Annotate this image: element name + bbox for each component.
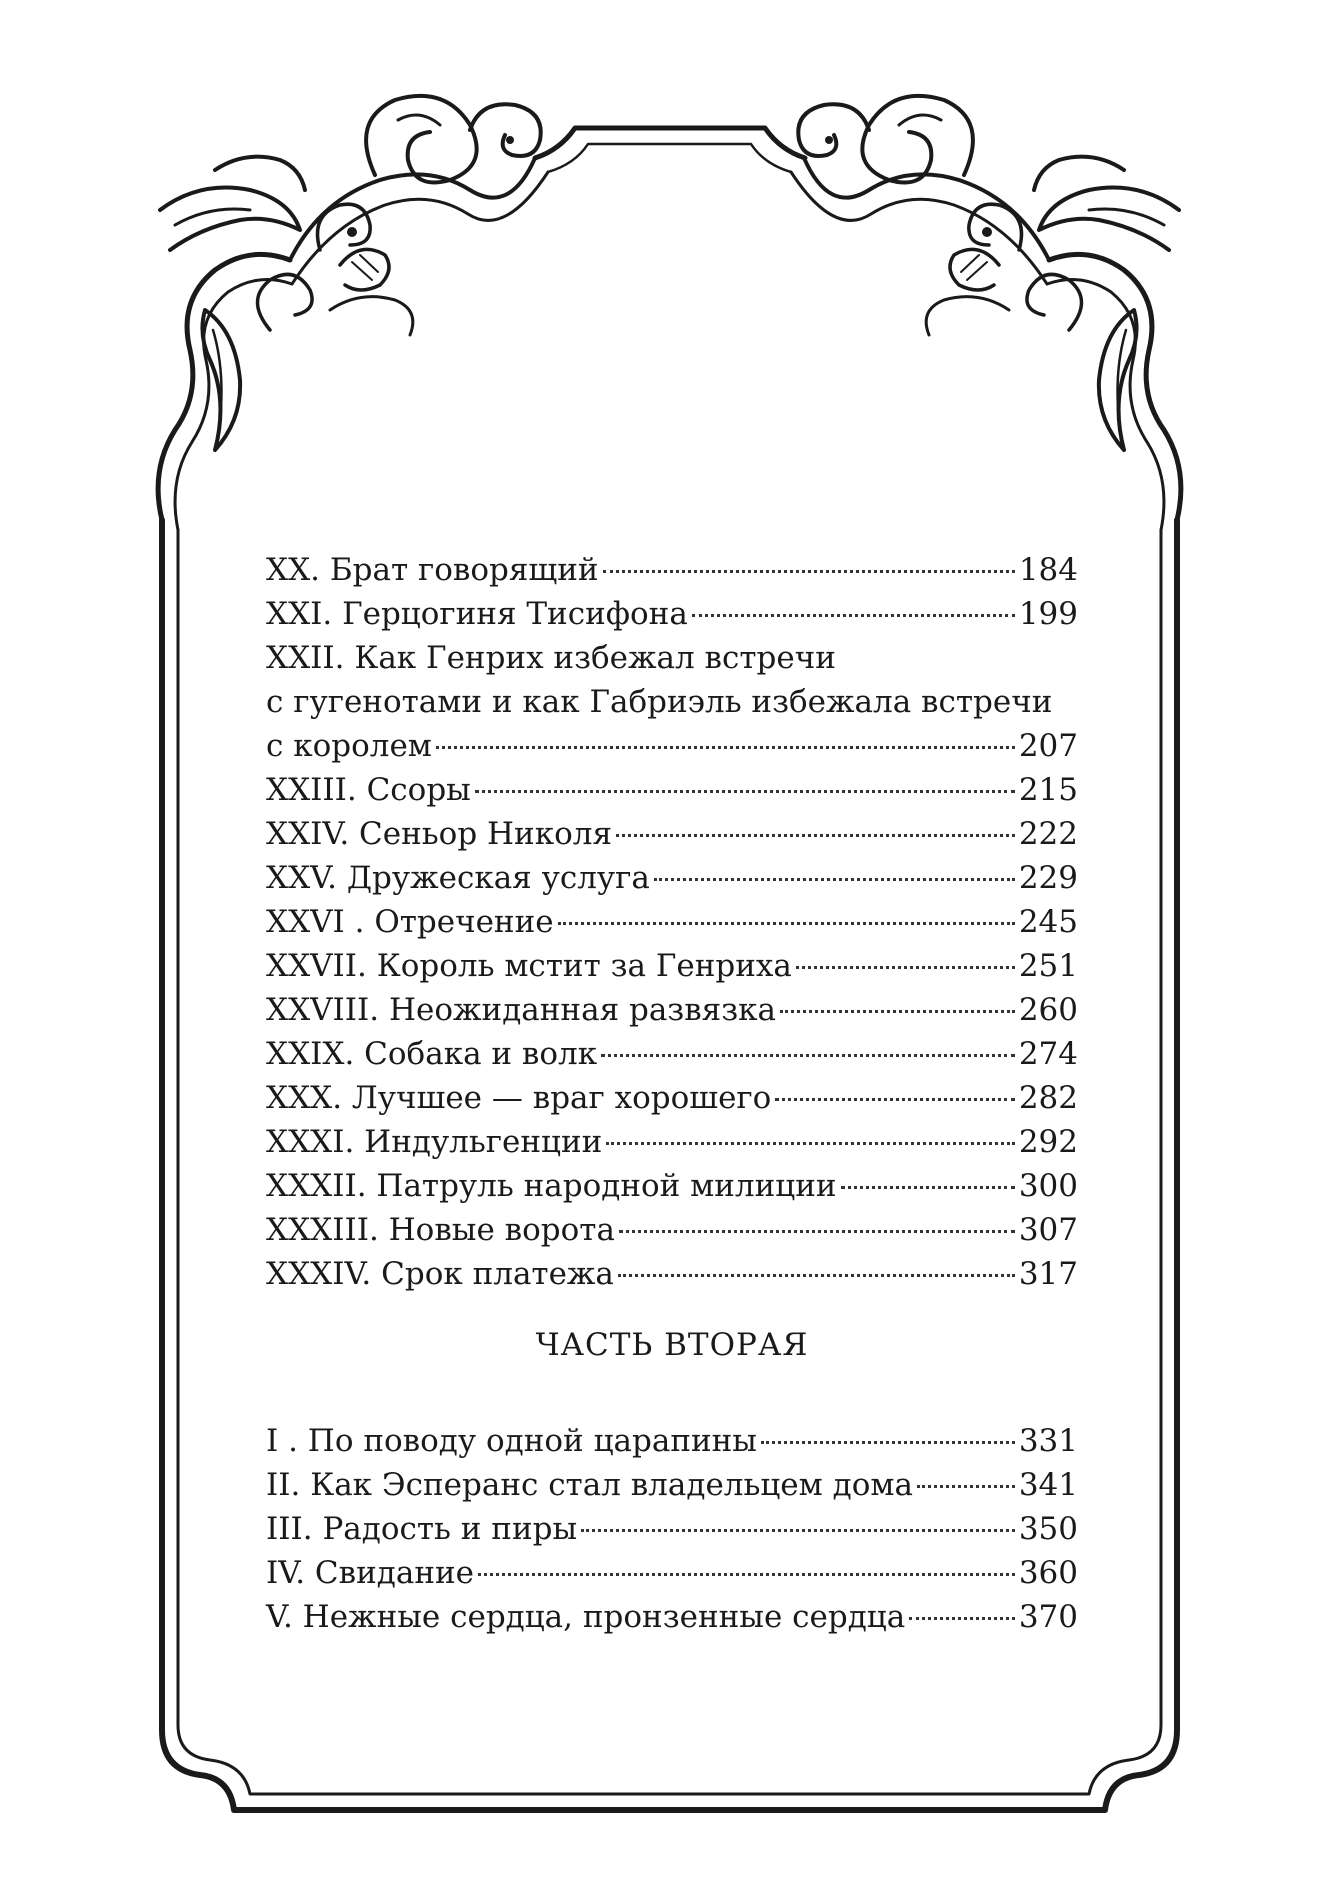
dot-leader	[796, 966, 1015, 969]
dot-leader	[603, 570, 1015, 573]
right-ornament	[791, 96, 1181, 530]
toc-entry[interactable]	[266, 548, 1078, 592]
toc-entry[interactable]	[266, 1076, 1078, 1120]
toc-entry-title-line: XXII. Как Генрих избежал встречи	[266, 640, 836, 676]
dot-leader	[436, 746, 1015, 749]
dot-leader	[616, 834, 1015, 837]
toc-entry-title: XXVI . Отречение	[266, 904, 554, 940]
toc-list-part-one	[266, 548, 1078, 1296]
part-heading: ЧАСТЬ ВТОРАЯ	[535, 1327, 809, 1363]
toc-entry-title-line: с гугенотами и как Габриэль избежала встречи	[266, 684, 1053, 720]
toc-entry-page: 215	[1018, 772, 1078, 808]
toc-entry[interactable]	[266, 900, 1078, 944]
dot-leader	[601, 1054, 1015, 1057]
toc-entry[interactable]	[266, 1419, 1078, 1463]
dot-leader	[606, 1142, 1015, 1145]
toc-entry-page: 199	[1018, 596, 1078, 632]
dot-leader	[841, 1186, 1015, 1189]
toc-entry[interactable]	[266, 592, 1078, 636]
ornament-dot	[825, 136, 833, 144]
toc-entry[interactable]	[266, 1208, 1078, 1252]
toc-entry-title: XXVIII. Неожиданная развязка	[266, 992, 776, 1028]
toc-entry[interactable]	[266, 1507, 1078, 1551]
toc-entry-title: XXI. Герцогиня Тисифона	[266, 596, 688, 632]
toc-entry-page: 260	[1018, 992, 1078, 1028]
dot-leader	[761, 1441, 1015, 1444]
dot-leader	[775, 1098, 1014, 1101]
dot-leader	[917, 1485, 1015, 1488]
toc-entry[interactable]	[266, 1595, 1078, 1639]
dot-leader	[909, 1617, 1015, 1620]
toc-entry-title: I . По поводу одной царапины	[266, 1423, 757, 1459]
toc-entry[interactable]	[266, 1032, 1078, 1076]
toc-entry-title: XXXII. Патруль народной милиции	[266, 1168, 837, 1204]
toc-entry[interactable]	[266, 1120, 1078, 1164]
dot-leader	[654, 878, 1015, 881]
toc-entry-title: XXIII. Ссоры	[266, 772, 471, 808]
dot-leader	[581, 1529, 1015, 1532]
toc-entry-title: V. Нежные сердца, пронзенные сердца	[266, 1599, 906, 1635]
toc-entry-title: XXXI. Индульгенции	[266, 1124, 603, 1160]
toc-entry-title: II. Как Эсперанс стал владельцем дома	[266, 1467, 913, 1503]
toc-entry-page: 292	[1018, 1124, 1078, 1160]
toc-entry-page: 245	[1018, 904, 1078, 940]
toc-entry-page: 370	[1018, 1599, 1078, 1635]
ornament-dot	[506, 136, 514, 144]
dot-leader	[618, 1274, 1015, 1277]
toc-entry-page: 341	[1018, 1467, 1078, 1503]
toc-entry[interactable]	[266, 1551, 1078, 1595]
toc-entry[interactable]	[266, 768, 1078, 812]
ornament-dot	[982, 227, 992, 237]
toc-entry-page: 331	[1018, 1423, 1078, 1459]
toc-entry[interactable]	[266, 988, 1078, 1032]
toc-entry-page: 207	[1018, 728, 1078, 764]
left-ornament	[158, 96, 548, 530]
toc-entry[interactable]	[266, 1463, 1078, 1507]
toc-entry-page: 317	[1018, 1256, 1078, 1292]
dot-leader	[619, 1230, 1015, 1233]
dot-leader	[692, 614, 1015, 617]
toc-entry-title-line: с королем	[266, 728, 432, 764]
toc-entry-page: 350	[1018, 1511, 1078, 1547]
toc-entry[interactable]	[266, 856, 1078, 900]
toc-entry-title: XXVII. Король мстит за Генриха	[266, 948, 792, 984]
frame-top-arch-inner	[548, 144, 791, 172]
toc-entry-title: XXIV. Сеньор Николя	[266, 816, 613, 852]
toc-entry[interactable]	[266, 1164, 1078, 1208]
toc-entry-page: 184	[1018, 552, 1078, 588]
toc-entry[interactable]	[266, 944, 1078, 988]
toc-entry-page: 282	[1018, 1080, 1078, 1116]
dot-leader	[558, 922, 1015, 925]
toc-entry-page: 222	[1018, 816, 1078, 852]
toc-entry-title: XXX. Лучшее — враг хорошего	[266, 1080, 772, 1116]
dot-leader	[780, 1010, 1015, 1013]
toc-entry[interactable]	[266, 636, 1078, 768]
toc-entry-page: 360	[1018, 1555, 1078, 1591]
ornament-dot	[347, 227, 357, 237]
toc-entry-title: XXV. Дружеская услуга	[266, 860, 650, 896]
toc-entry-title: XX. Брат говорящий	[266, 552, 599, 588]
toc-entry-page: 274	[1018, 1036, 1078, 1072]
dot-leader	[475, 790, 1015, 793]
toc-entry-title: XXXIV. Срок платежа	[266, 1256, 614, 1292]
toc-entry-page: 307	[1018, 1212, 1078, 1248]
toc-entry-title: XXIX. Собака и волк	[266, 1036, 598, 1072]
toc-entry-title: IV. Свидание	[266, 1555, 474, 1591]
toc-entry[interactable]	[266, 1252, 1078, 1296]
toc-list-part-two	[266, 1419, 1078, 1639]
dot-leader	[478, 1573, 1015, 1576]
toc-entry-title: XXXIII. Новые ворота	[266, 1212, 615, 1248]
toc-entry-page: 251	[1018, 948, 1078, 984]
toc-entry-page: 229	[1018, 860, 1078, 896]
toc-entry-page: 300	[1018, 1168, 1078, 1204]
toc-entry[interactable]	[266, 812, 1078, 856]
toc-entry-title: III. Радость и пиры	[266, 1511, 578, 1547]
